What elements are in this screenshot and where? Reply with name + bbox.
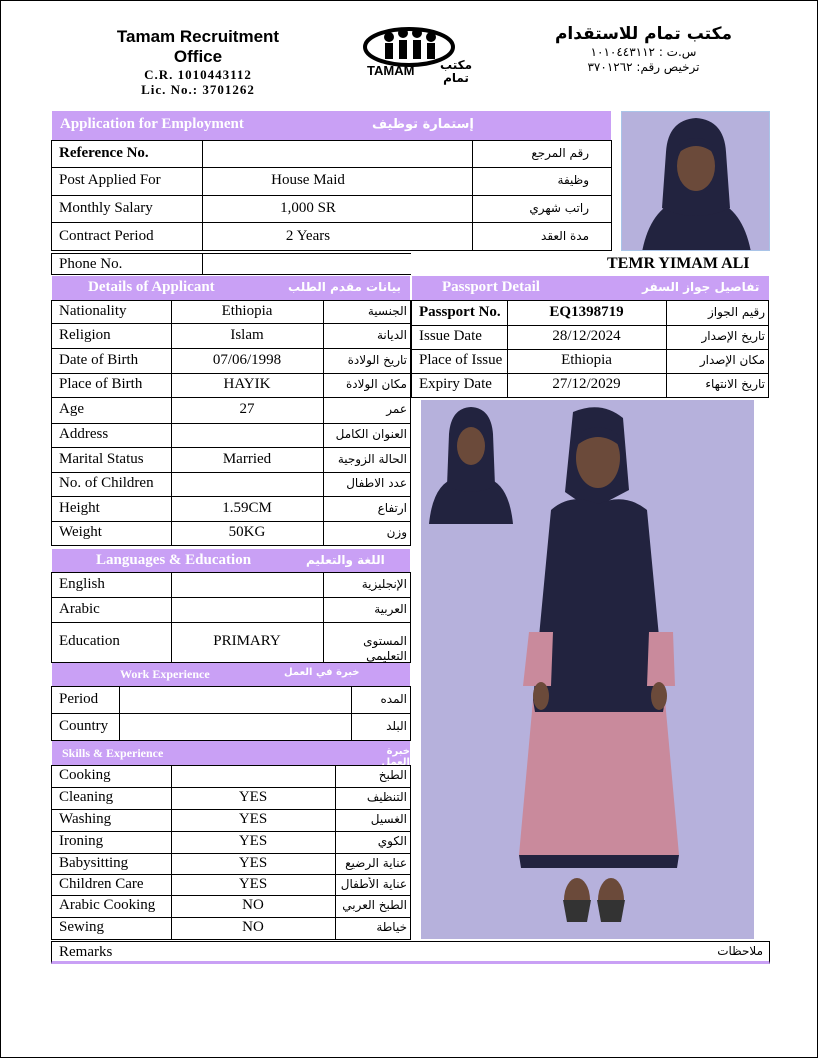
passport-label: Passport No. bbox=[419, 303, 501, 320]
details-label-ar: وزن bbox=[386, 525, 407, 539]
skills-value: NO bbox=[242, 897, 264, 913]
application-value: House Maid bbox=[271, 172, 345, 188]
skills-label-ar: الكوي bbox=[377, 834, 407, 848]
license-number-en: Lic. No.: 3701262 bbox=[141, 82, 255, 97]
applicant-name: TEMR YIMAM ALI bbox=[607, 255, 750, 272]
details-label: Religion bbox=[59, 326, 111, 343]
languages-title-bar bbox=[52, 549, 410, 572]
work-title-bar bbox=[52, 663, 410, 686]
passport-title-en: Passport Detail bbox=[442, 279, 540, 295]
passport-label: Place of Issue bbox=[419, 352, 503, 368]
work-label: Country bbox=[59, 717, 109, 734]
skills-title-en: Skills & Experience bbox=[62, 746, 164, 760]
skills-label: Cleaning bbox=[59, 789, 114, 805]
application-label-ar: مدة العقد bbox=[541, 228, 589, 243]
details-label-ar: الجنسية bbox=[367, 303, 407, 318]
languages-title-en: Languages & Education bbox=[96, 552, 252, 568]
company-logo bbox=[363, 23, 483, 85]
passport-value: Ethiopia bbox=[561, 352, 612, 368]
skills-value: YES bbox=[238, 789, 268, 805]
skills-value: NO bbox=[242, 919, 264, 935]
application-label-ar: رقم المرجع bbox=[531, 145, 589, 160]
phone-label: Phone No. bbox=[59, 256, 123, 272]
skills-label: Sewing bbox=[59, 919, 104, 935]
company-name-en: Tamam Recruitment Office bbox=[116, 27, 280, 66]
passport-label: Expiry Date bbox=[419, 376, 492, 392]
details-value: 27 bbox=[239, 401, 255, 417]
details-label-ar: الديانة bbox=[376, 327, 407, 342]
languages-label-ar: الإنجليزية bbox=[361, 576, 407, 591]
application-label: Monthly Salary bbox=[59, 199, 153, 216]
details-label: Nationality bbox=[59, 302, 127, 319]
details-label: Age bbox=[59, 401, 84, 417]
passport-title-ar: تفاصيل جواز السفر bbox=[642, 280, 760, 294]
languages-value: PRIMARY bbox=[213, 633, 281, 649]
application-label: Contract Period bbox=[59, 227, 154, 244]
languages-label: Education bbox=[59, 633, 120, 649]
applicant-full-photo bbox=[421, 400, 754, 939]
passport-label-ar: تاريخ الانتهاء bbox=[705, 377, 765, 391]
license-number-ar: ترخيص رقم: ٣٧٠١٢٦٢ bbox=[587, 60, 700, 74]
application-value: 2 Years bbox=[285, 227, 331, 244]
details-label-ar: عدد الاطفال bbox=[346, 476, 407, 490]
application-value: 1,000 SR bbox=[280, 199, 336, 216]
cr-number-ar: س.ت : ١٠١٠٤٤٣١١٢ bbox=[590, 45, 697, 59]
skills-label-ar: الطبخ bbox=[378, 768, 407, 782]
details-title-en: Details of Applicant bbox=[88, 279, 215, 295]
company-header-en bbox=[93, 27, 303, 97]
details-label: Date of Birth bbox=[59, 351, 139, 368]
skills-label: Washing bbox=[59, 811, 112, 827]
details-value: Ethiopia bbox=[221, 302, 273, 319]
headshot-image bbox=[622, 112, 770, 251]
skills-label-ar: الطبخ العربي bbox=[342, 898, 407, 912]
details-label: Height bbox=[59, 499, 100, 516]
passport-value: 27/12/2029 bbox=[552, 376, 621, 392]
application-title-ar: إستمارة توظيف bbox=[372, 117, 474, 132]
languages-label: English bbox=[59, 575, 105, 592]
company-header-ar bbox=[536, 23, 751, 75]
details-label-ar: مكان الولادة bbox=[345, 377, 407, 391]
details-value: HAYIK bbox=[223, 376, 271, 392]
details-label-ar: ارتفاع bbox=[377, 500, 407, 515]
application-label: Post Applied For bbox=[59, 172, 161, 188]
details-label-ar: تاريخ الولادة bbox=[347, 352, 407, 367]
skills-value: YES bbox=[238, 875, 268, 892]
details-label: Address bbox=[59, 426, 109, 442]
languages-label: Arabic bbox=[59, 600, 100, 617]
details-label-ar: الحالة الزوجية bbox=[337, 451, 407, 466]
languages-title-ar: اللغة والتعليم bbox=[306, 553, 385, 567]
details-value: 1.59CM bbox=[222, 499, 272, 516]
logo-word-ar: مكتب تمام bbox=[439, 58, 472, 85]
skills-label: Arabic Cooking bbox=[59, 897, 156, 913]
remarks-label-ar: ملاحظات bbox=[717, 944, 763, 958]
passport-label-ar: رقيم الجواز bbox=[707, 304, 765, 319]
full-body-image bbox=[421, 400, 754, 939]
details-label-ar: العنوان الكامل bbox=[335, 427, 407, 441]
applicant-headshot-photo bbox=[621, 111, 770, 251]
passport-label-ar: تاريخ الإصدار bbox=[701, 329, 765, 343]
skills-title-bar bbox=[52, 741, 410, 768]
skills-title-ar: خبرة العمل bbox=[381, 746, 410, 768]
cr-number-en: C.R. 1010443112 bbox=[144, 67, 252, 82]
skills-value: YES bbox=[238, 854, 268, 871]
details-label: Weight bbox=[59, 524, 102, 540]
remarks-row bbox=[51, 941, 770, 964]
work-title-en: Work Experience bbox=[120, 667, 210, 681]
details-value: Married bbox=[222, 450, 272, 467]
details-title-bar bbox=[52, 276, 410, 300]
application-label: Reference No. bbox=[59, 144, 149, 161]
application-label-ar: وظيفة bbox=[557, 173, 589, 187]
details-title-ar: بيانات مقدم الطلب bbox=[288, 280, 402, 294]
skills-label: Children Care bbox=[59, 875, 144, 892]
skills-label-ar: التنظيف bbox=[366, 790, 407, 804]
skills-label: Ironing bbox=[59, 833, 104, 849]
phone-value-field bbox=[202, 253, 411, 275]
passport-label-ar: مكان الإصدار bbox=[699, 353, 765, 367]
application-title-bar bbox=[52, 111, 611, 140]
details-label: No. of Children bbox=[59, 475, 154, 491]
logo-word-en: TAMAM bbox=[367, 63, 415, 78]
details-label-ar: عمر bbox=[386, 402, 407, 416]
skills-label: Babysitting bbox=[59, 854, 129, 871]
languages-label-ar: العربية bbox=[374, 601, 407, 616]
skills-value: YES bbox=[238, 811, 268, 827]
application-label-ar: راتب شهري bbox=[529, 200, 589, 215]
passport-value: 28/12/2024 bbox=[552, 328, 621, 344]
skills-label-ar: عناية الأطفال bbox=[340, 876, 407, 891]
work-label: Period bbox=[59, 690, 99, 707]
passport-label: Issue Date bbox=[419, 328, 482, 344]
skills-label: Cooking bbox=[59, 767, 111, 783]
languages-label-ar: المستوى التعليمي bbox=[363, 634, 407, 663]
company-name-ar: مكتب تمام للاستقدام bbox=[554, 24, 733, 44]
details-label: Place of Birth bbox=[59, 376, 143, 392]
details-value: 50KG bbox=[228, 524, 266, 540]
remarks-label: Remarks bbox=[59, 944, 113, 960]
skills-label-ar: عناية الرضيع bbox=[345, 855, 407, 870]
work-label-ar: البلد bbox=[386, 718, 407, 733]
passport-title-bar bbox=[412, 276, 769, 300]
details-label: Marital Status bbox=[59, 450, 144, 467]
passport-value: EQ1398719 bbox=[549, 303, 624, 320]
details-value: Islam bbox=[230, 326, 264, 343]
skills-value: YES bbox=[238, 833, 268, 849]
details-value: 07/06/1998 bbox=[212, 351, 282, 368]
work-title-ar: خبرة في العمل bbox=[284, 667, 360, 678]
application-title-en: Application for Employment bbox=[60, 116, 244, 132]
skills-label-ar: خياطة bbox=[376, 920, 407, 934]
work-label-ar: المده bbox=[380, 691, 407, 706]
skills-label-ar: الغسيل bbox=[370, 812, 407, 826]
